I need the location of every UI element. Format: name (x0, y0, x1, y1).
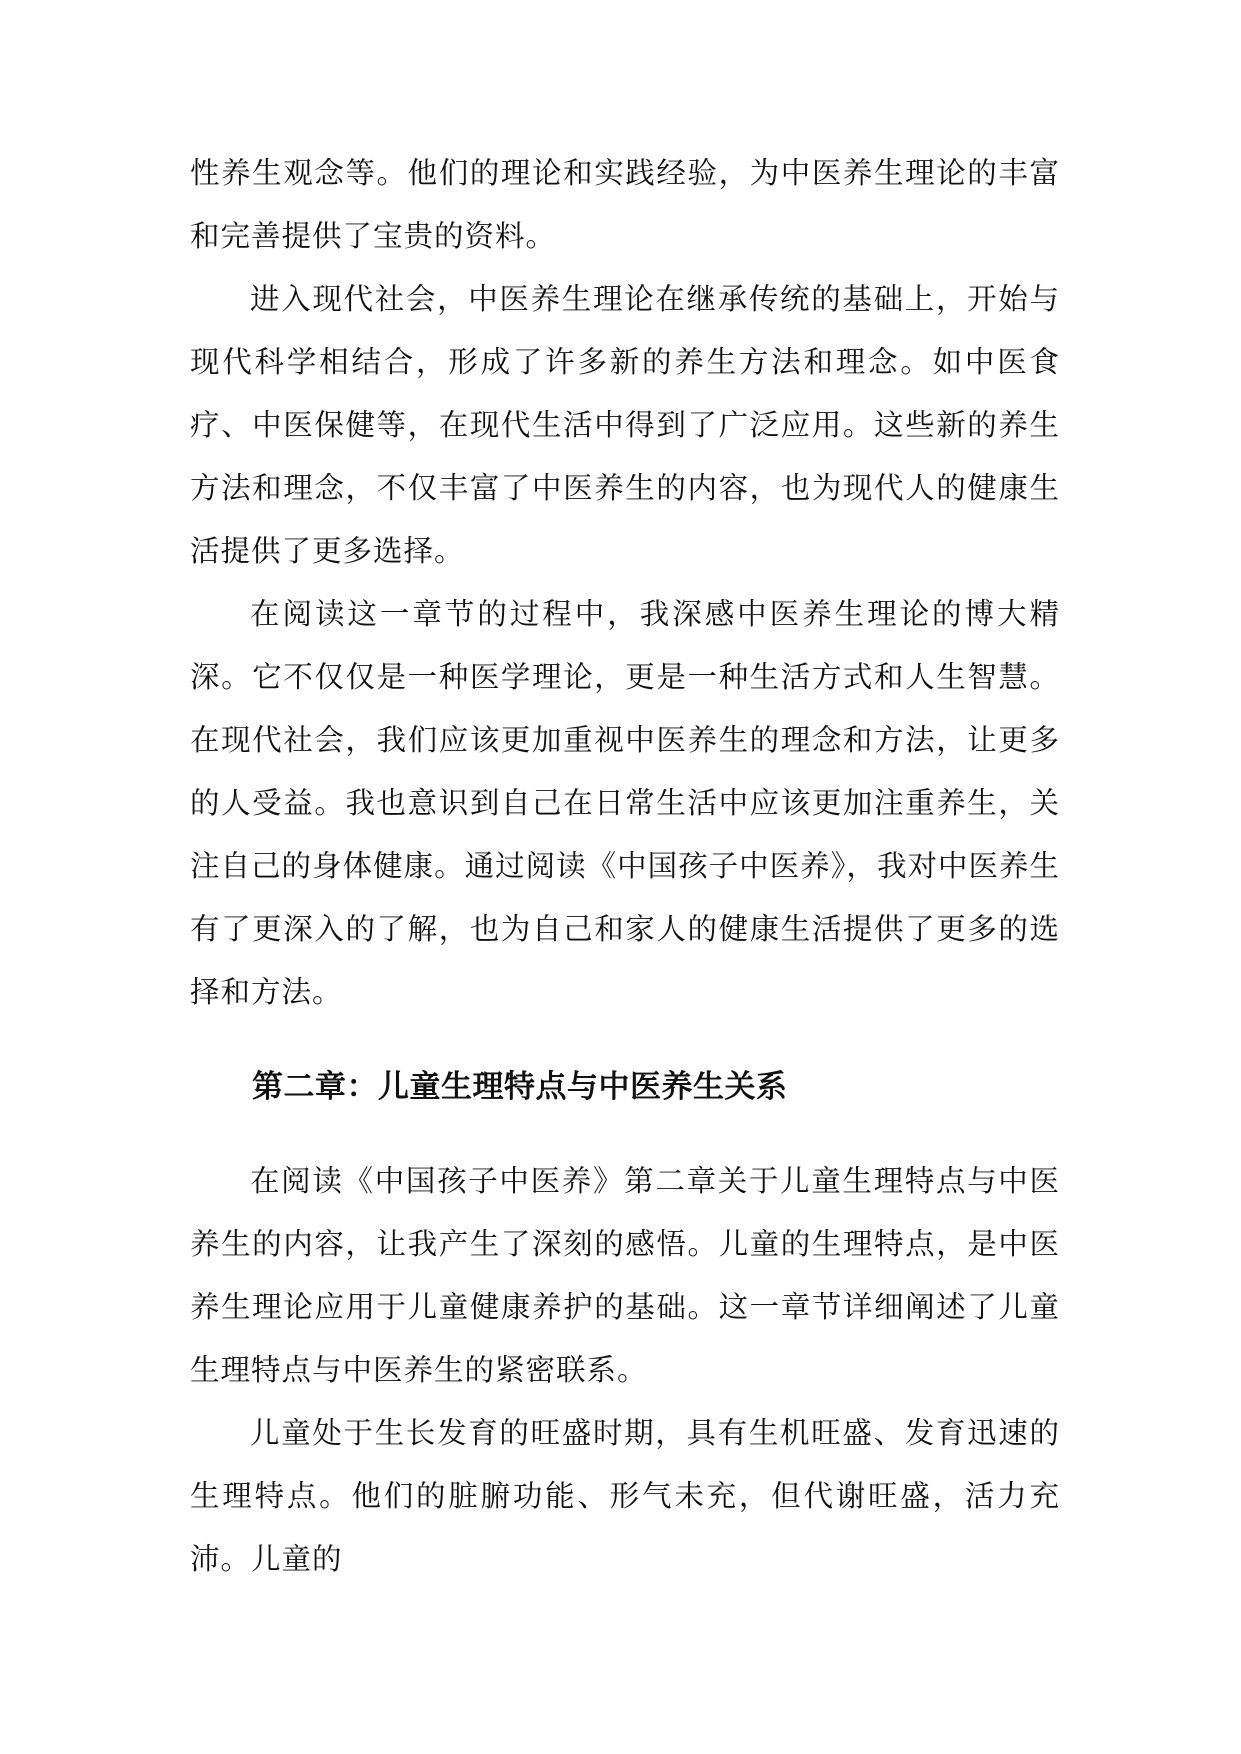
paragraph: 在阅读这一章节的过程中，我深感中医养生理论的博大精深。它不仅仅是一种医学理论，更是一种生活方式和人生智慧。在现代社会，我们应该更加重视中医养生的理念和方法，让更多的人受益。我也意识到自己在日常生活中应该更加注重养生，关注自己的身体健康。通过阅读《中国孩子中医养》，我对中医养生有了更深入的了解，也为自己和家人的健康生活提供了更多的选择和方法。 (190, 597, 1060, 1009)
chapter-heading: 第二章：儿童生理特点与中医养生关系 (252, 1069, 788, 1105)
paragraph-continued: 性养生观念等。他们的理论和实践经验，为中医养生理论的丰富和完善提供了宝贵的资料。 (190, 156, 1060, 253)
paragraph: 在阅读《中国孩子中医养》第二章关于儿童生理特点与中医养生的内容，让我产生了深刻的感悟。儿童的生理特点，是中医养生理论应用于儿童健康养护的基础。这一章节详细阐述了儿童生理特点与中医养生的紧密联系。 (190, 1164, 1060, 1387)
document-body (190, 142, 1060, 1591)
paragraph: 进入现代社会，中医养生理论在继承传统的基础上，开始与现代科学相结合，形成了许多新的养生方法和理念。如中医食疗、中医保健等，在现代生活中得到了广泛应用。这些新的养生方法和理念，不仅丰富了中医养生的内容，也为现代人的健康生活提供了更多选择。 (190, 282, 1060, 568)
paragraph: 儿童处于生长发育的旺盛时期，具有生机旺盛、发育迅速的生理特点。他们的脏腑功能、形气未充，但代谢旺盛，活力充沛。儿童的 (190, 1416, 1060, 1576)
